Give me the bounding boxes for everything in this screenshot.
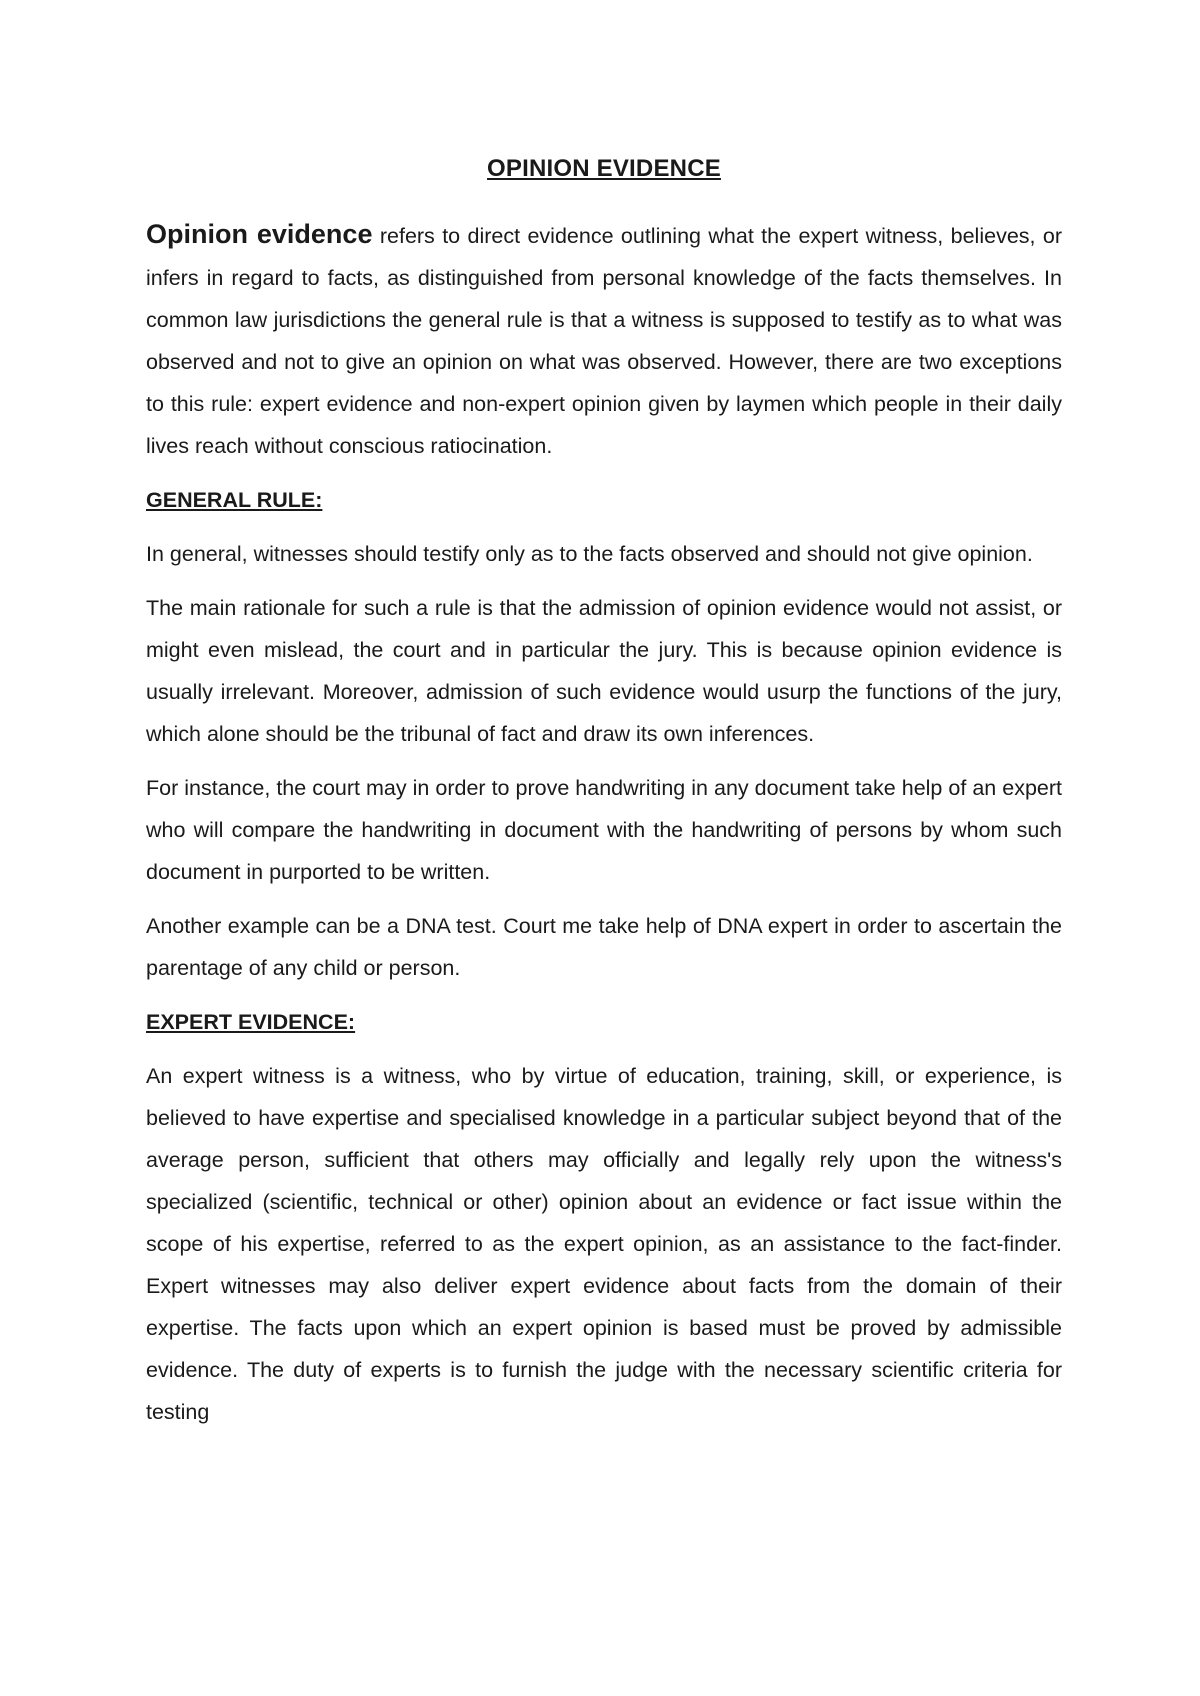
lead-term: Opinion evidence: [146, 219, 373, 249]
general-rule-paragraph: In general, witnesses should testify only as to the facts observed and should not give opinion.: [146, 542, 1033, 566]
rationale-paragraph: The main rationale for such a rule is that the admission of opinion evidence would not assist, or might even mislead, the court and in particular the jury. This is because opinion evidence is usually irrelevant. Moreover, admission of such evidence would usurp the functions of the jury, which alone should be the tribunal of fact and draw its own inferences.: [146, 596, 1062, 746]
dna-example-paragraph: Another example can be a DNA test. Court me take help of DNA expert in order to ascertain the parentage of any child or person.: [146, 914, 1062, 980]
section-heading-expert-evidence: EXPERT EVIDENCE:: [146, 1010, 356, 1034]
document-title: OPINION EVIDENCE: [487, 155, 721, 182]
intro-paragraph: [146, 213, 1062, 467]
handwriting-example-paragraph: For instance, the court may in order to prove handwriting in any document take help of an expert who will compare the handwriting in document with the handwriting of persons by whom such document in purported to be written.: [146, 776, 1062, 884]
section-heading-general-rule: GENERAL RULE:: [146, 488, 323, 512]
expert-evidence-paragraph: An expert witness is a witness, who by virtue of education, training, skill, or experience, is believed to have expertise and specialised knowledge in a particular subject beyond that of the average person, sufficient that others may officially and legally rely upon the witness's specialized (scientific, technical or other) opinion about an evidence or fact issue within the scope of his expertise, referred to as the expert opinion, as an assistance to the fact-finder. Expert witnesses may also deliver expert evidence about facts from the domain of their expertise. The facts upon which an expert opinion is based must be proved by admissible evidence. The duty of experts is to furnish the judge with the necessary scientific criteria for testing: [146, 1064, 1062, 1424]
intro-text: refers to direct evidence outlining what the expert witness, believes, or infers in regard to facts, as distinguished from personal knowledge of the facts themselves. In common law jurisdictions the general rule is that a witness is supposed to testify as to what was observed and not to give an opinion on what was observed. However, there are two exceptions to this rule: expert evidence and non-expert opinion given by laymen which people in their daily lives reach without conscious ratiocination.: [146, 224, 1062, 458]
document-body: [146, 155, 1062, 1445]
